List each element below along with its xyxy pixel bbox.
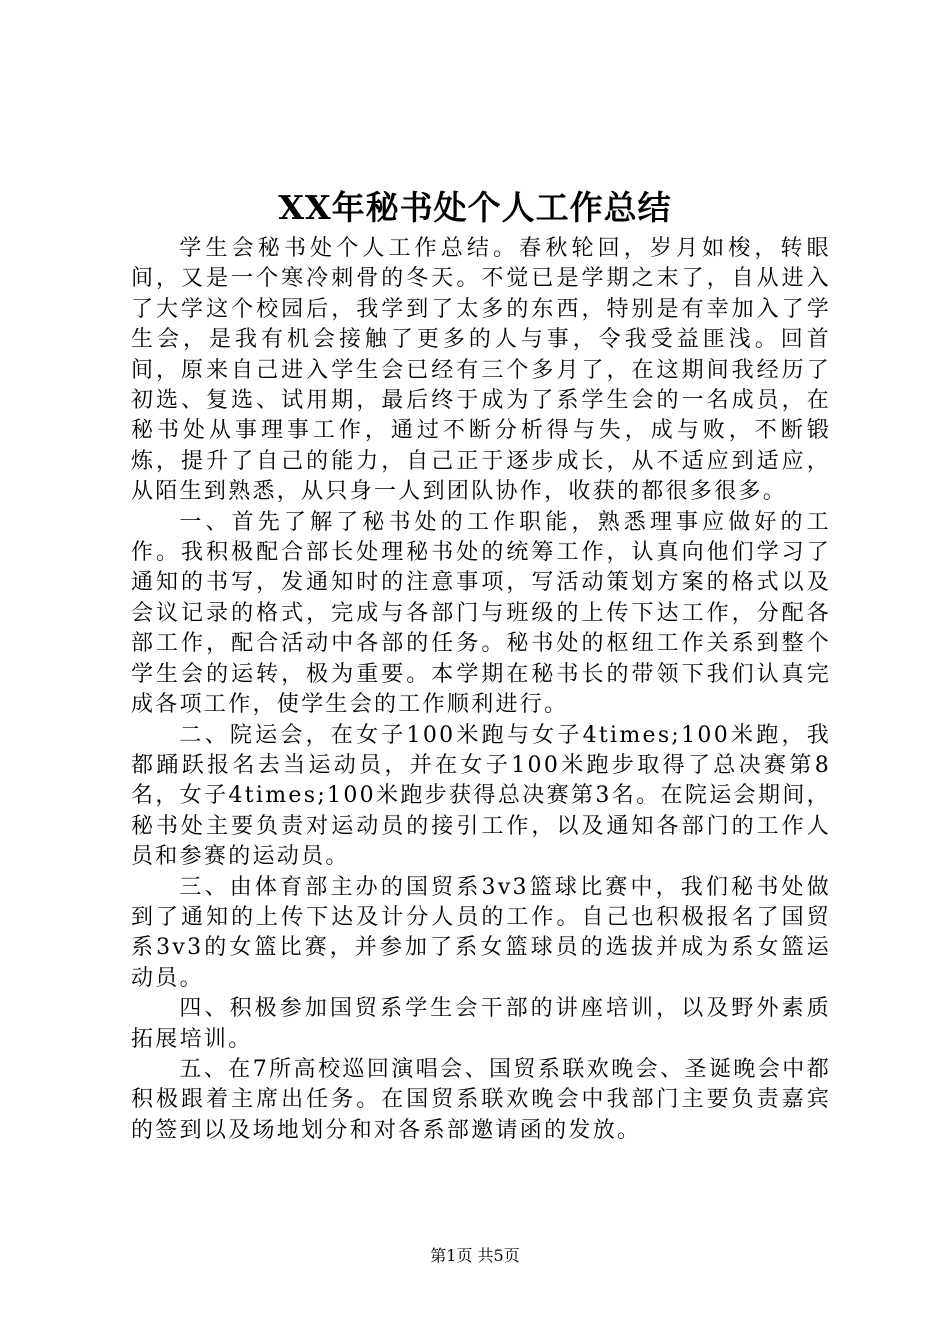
paragraph-item-2: 二、院运会，在女子100米跑与女子4times;100米跑，我都踊跃报名去当运动员，并在女子100米跑步取得了总决赛第8名，女子4times;100米跑步获得总决赛第3名。在院运会期间，秘书处主要负责对运动员的接引工作，以及通知各部门的工作人员和参赛的运动员。	[131, 722, 831, 870]
paragraph-item-1: 一、首先了解了秘书处的工作职能，熟悉理事应做好的工作。我积极配合部长处理秘书处的统筹工作，认真向他们学习了通知的书写，发通知时的注意事项，写活动策划方案的格式以及会议记录的格式，完成与各部门与班级的上传下达工作，分配各部工作，配合活动中各部的任务。秘书处的枢纽工作关系到整个学生会的运转，极为重要。本学期在秘书长的带领下我们认真完成各项工作，使学生会的工作顺利进行。	[131, 509, 831, 718]
paragraph-intro: 学生会秘书处个人工作总结。春秋轮回，岁月如梭，转眼间，又是一个寒冷刺骨的冬天。不觉已是学期之末了，自从进入了大学这个校园后，我学到了太多的东西，特别是有幸加入了学生会，是我有机会接触了更多的人与事，令我受益匪浅。回首间，原来自己进入学生会已经有三个多月了，在这期间我经历了初选、复选、试用期，最后终于成为了系学生会的一名成员，在秘书处从事理事工作，通过不断分析得与失，成与败，不断锻炼，提升了自己的能力，自己正于逐步成长，从不适应到适应，从陌生到熟悉，从只身一人到团队协作，收获的都很多很多。	[131, 236, 831, 505]
paragraph-item-4: 四、积极参加国贸系学生会干部的讲座培训，以及野外素质拓展培训。	[131, 996, 831, 1052]
page-number-footer: 第1页 共5页	[430, 1246, 520, 1265]
document-body	[131, 234, 831, 1146]
paragraph-item-5: 五、在7所高校巡回演唱会、国贸系联欢晚会、圣诞晚会中都积极跟着主席出任务。在国贸系联欢晚会中我部门主要负责嘉宾的签到以及场地划分和对各系部邀请函的发放。	[131, 1056, 831, 1143]
document-title: XX年秘书处个人工作总结	[278, 188, 672, 227]
paragraph-item-3: 三、由体育部主办的国贸系3v3篮球比赛中，我们秘书处做到了通知的上传下达及计分人员的工作。自己也积极报名了国贸系3v3的女篮比赛，并参加了系女篮球员的选拔并成为系女篮运动员。	[131, 874, 831, 991]
